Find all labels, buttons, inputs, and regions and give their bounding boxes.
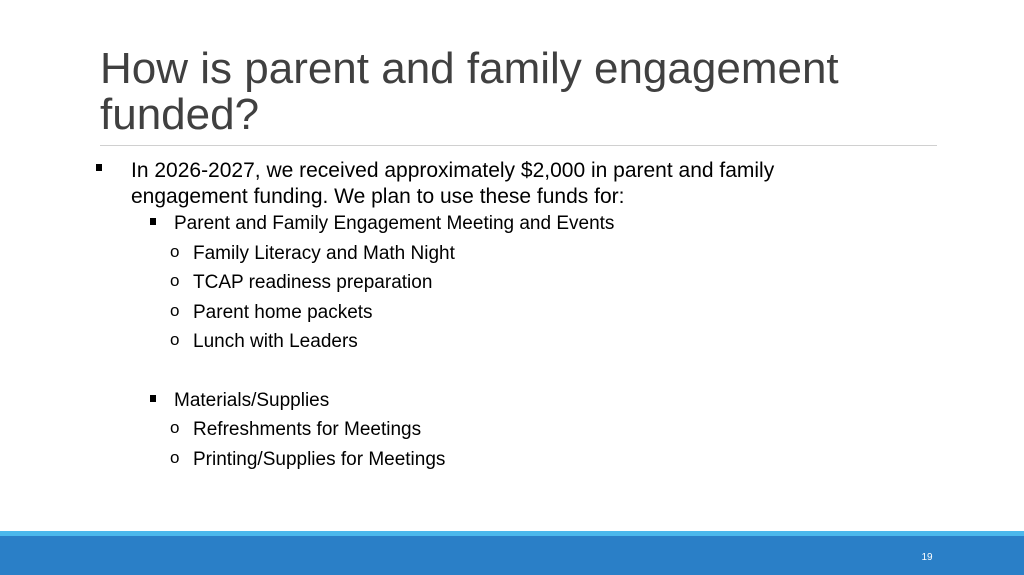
main-bullet [96,158,856,210]
list-item [170,331,358,353]
square-bullet-icon [150,395,156,402]
group-heading-text: Parent and Family Engagement Meeting and Events [174,213,615,234]
square-bullet-icon [150,218,156,225]
list-item-text: Family Literacy and Math Night [193,243,455,264]
list-item [170,419,421,441]
list-item-text: Parent home packets [193,302,373,323]
circle-bullet-icon: o [170,418,180,437]
circle-bullet-icon: o [170,242,180,261]
page-number: 19 [921,552,933,563]
group-heading-materials [150,390,329,412]
list-item-text: TCAP readiness preparation [193,272,433,293]
group-heading-events [150,213,614,235]
list-item [170,272,432,294]
footer-bar [0,536,1024,575]
list-item-text: Refreshments for Meetings [193,419,422,440]
list-item [170,243,455,265]
main-bullet-text: In 2026-2027, we received approximately $2,000 in parent and family engagement funding. We plan to use these funds for: [131,159,775,208]
group-heading-text: Materials/Supplies [174,390,330,411]
circle-bullet-icon: o [170,271,180,290]
square-bullet-icon [96,164,102,171]
list-item [170,302,373,324]
list-item-text: Lunch with Leaders [193,331,358,352]
slide-title: How is parent and family engagement funded? [100,44,839,139]
list-item [170,449,445,471]
circle-bullet-icon: o [170,301,180,320]
title-divider [100,145,937,146]
circle-bullet-icon: o [170,448,180,467]
list-item-text: Printing/Supplies for Meetings [193,449,446,470]
circle-bullet-icon: o [170,330,180,349]
